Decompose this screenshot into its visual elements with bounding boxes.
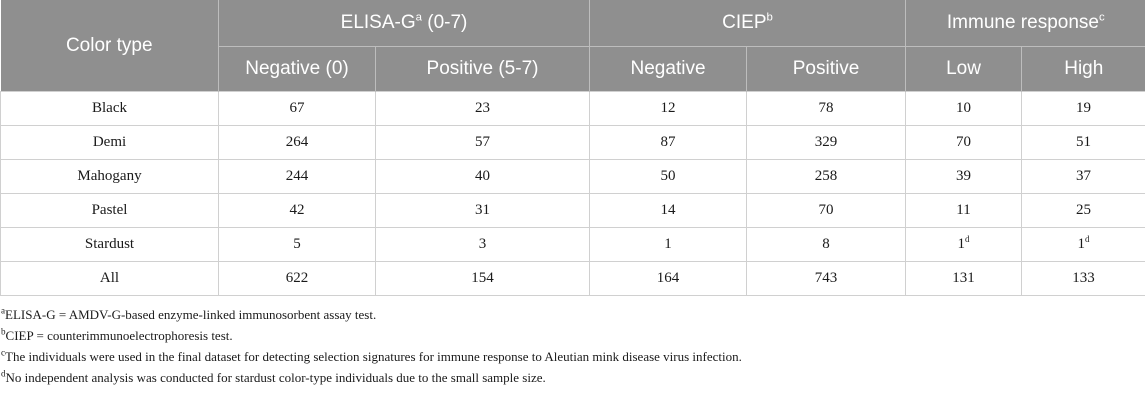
row-label: Stardust <box>1 228 219 262</box>
cell <box>376 160 590 194</box>
cell <box>747 194 906 228</box>
row-label: Pastel <box>1 194 219 228</box>
cell-value: 622 <box>285 270 309 286</box>
header-sub-immune-low: Low <box>906 47 1022 92</box>
footnote-marker: c <box>1098 11 1105 24</box>
cell-value: 12 <box>660 100 676 116</box>
cell <box>590 262 747 296</box>
header-sub-elisa-negative: Negative (0) <box>219 47 376 92</box>
footnote-text: CIEP = counterimmunoelectrophoresis test. <box>5 328 233 343</box>
cell <box>906 160 1022 194</box>
cell <box>376 92 590 126</box>
cell-value: 10 <box>956 100 972 116</box>
footnote <box>1 346 1145 367</box>
cell <box>1022 92 1145 126</box>
cell <box>747 160 906 194</box>
cell-value: 743 <box>814 270 838 286</box>
cell-value: 23 <box>475 100 490 116</box>
footnote-mark: a <box>1 305 6 316</box>
row-label: Mahogany <box>1 160 219 194</box>
table-row <box>1 92 1145 126</box>
footnote-marker: a <box>415 11 422 24</box>
footnote <box>1 367 1145 388</box>
header-group-ciep <box>590 0 906 47</box>
footnote-text: No independent analysis was conducted for stardust color-type individuals due to the small sample size. <box>5 370 546 385</box>
cell <box>906 262 1022 296</box>
cell <box>590 126 747 160</box>
cell-value: 154 <box>471 270 494 286</box>
cell-value: 131 <box>952 270 975 286</box>
footnote-mark: c <box>1 347 6 358</box>
cell <box>376 194 590 228</box>
table-row <box>1 194 1145 228</box>
cell <box>1022 160 1145 194</box>
cell-value: 1 <box>664 236 672 252</box>
cell-value: 31 <box>475 202 490 218</box>
table-footnotes <box>0 296 1145 388</box>
cell-value: 11 <box>956 202 971 218</box>
cell-value: 5 <box>293 236 301 252</box>
cell-value: 8 <box>822 236 830 252</box>
cell-value: 57 <box>475 134 490 150</box>
row-label: Demi <box>1 126 219 160</box>
cell <box>219 160 376 194</box>
table-row <box>1 160 1145 194</box>
cell-value: 67 <box>289 100 305 116</box>
cell-value: 3 <box>478 236 487 252</box>
footnote-marker: b <box>766 11 773 24</box>
header-sub-immune-high: High <box>1022 47 1145 92</box>
footnote-text: ELISA-G = AMDV-G-based enzyme-linked immunosorbent assay test. <box>5 307 377 322</box>
cell <box>590 160 747 194</box>
footnote <box>1 304 1145 325</box>
cell <box>906 126 1022 160</box>
cell <box>747 262 906 296</box>
cell <box>1022 262 1145 296</box>
cell-value: 42 <box>289 202 305 218</box>
cell <box>219 262 376 296</box>
table-row <box>1 126 1145 160</box>
header-group-label: Immune response <box>946 12 1099 33</box>
cell <box>590 228 747 262</box>
cell <box>219 126 376 160</box>
header-sub-elisa-positive: Positive (5-7) <box>376 47 590 92</box>
footnote-marker: d <box>1085 234 1090 244</box>
table-body <box>1 92 1145 296</box>
cell <box>219 92 376 126</box>
row-label: All <box>1 262 219 296</box>
cell-value: 87 <box>660 134 676 150</box>
cell <box>906 194 1022 228</box>
cell-value: 19 <box>1076 100 1092 116</box>
header-color-type: Color type <box>1 0 219 92</box>
cell-value: 25 <box>1076 202 1092 218</box>
cell <box>906 228 1022 262</box>
table-row <box>1 262 1145 296</box>
header-group-elisa <box>219 0 590 47</box>
cell-value: 258 <box>814 168 838 184</box>
cell <box>590 92 747 126</box>
row-label: Black <box>1 92 219 126</box>
cell <box>747 92 906 126</box>
header-group-immune-response <box>906 0 1145 47</box>
cell <box>747 126 906 160</box>
table-row <box>1 228 1145 262</box>
cell-value: 37 <box>1076 168 1092 184</box>
table-header <box>1 0 1145 92</box>
cell-value: 14 <box>660 202 676 218</box>
cell-value: 39 <box>956 168 972 184</box>
cell <box>219 228 376 262</box>
footnote-mark: b <box>1 326 6 337</box>
cell <box>376 262 590 296</box>
header-sub-ciep-positive: Positive <box>747 47 906 92</box>
cell-value: 1 <box>957 236 966 252</box>
footnote-marker: d <box>965 234 970 244</box>
cell-value: 133 <box>1072 270 1095 286</box>
cell-value: 329 <box>814 134 838 150</box>
header-group-suffix: (0-7) <box>421 12 468 33</box>
cell-value: 70 <box>818 202 834 218</box>
cell <box>1022 194 1145 228</box>
header-group-label: ELISA-G <box>340 12 416 33</box>
cell-value: 1 <box>1077 236 1086 252</box>
cell-value: 244 <box>285 168 309 184</box>
cell-value: 264 <box>285 134 309 150</box>
cell <box>1022 126 1145 160</box>
cell <box>376 126 590 160</box>
cell <box>747 228 906 262</box>
cell <box>590 194 747 228</box>
cell-value: 78 <box>818 100 834 116</box>
cell <box>1022 228 1145 262</box>
cell <box>376 228 590 262</box>
header-sub-ciep-negative: Negative <box>590 47 747 92</box>
footnote-mark: d <box>1 368 6 379</box>
header-group-label: CIEP <box>722 12 767 33</box>
cell <box>906 92 1022 126</box>
cell-value: 40 <box>475 168 490 184</box>
cell-value: 51 <box>1076 134 1092 150</box>
cell-value: 50 <box>660 168 676 184</box>
cell-value: 164 <box>656 270 680 286</box>
footnote <box>1 325 1145 346</box>
footnote-text: The individuals were used in the final dataset for detecting selection signatures for immune response to Aleutian mink disease virus infection. <box>5 349 742 364</box>
cell-value: 70 <box>956 134 972 150</box>
cell <box>219 194 376 228</box>
